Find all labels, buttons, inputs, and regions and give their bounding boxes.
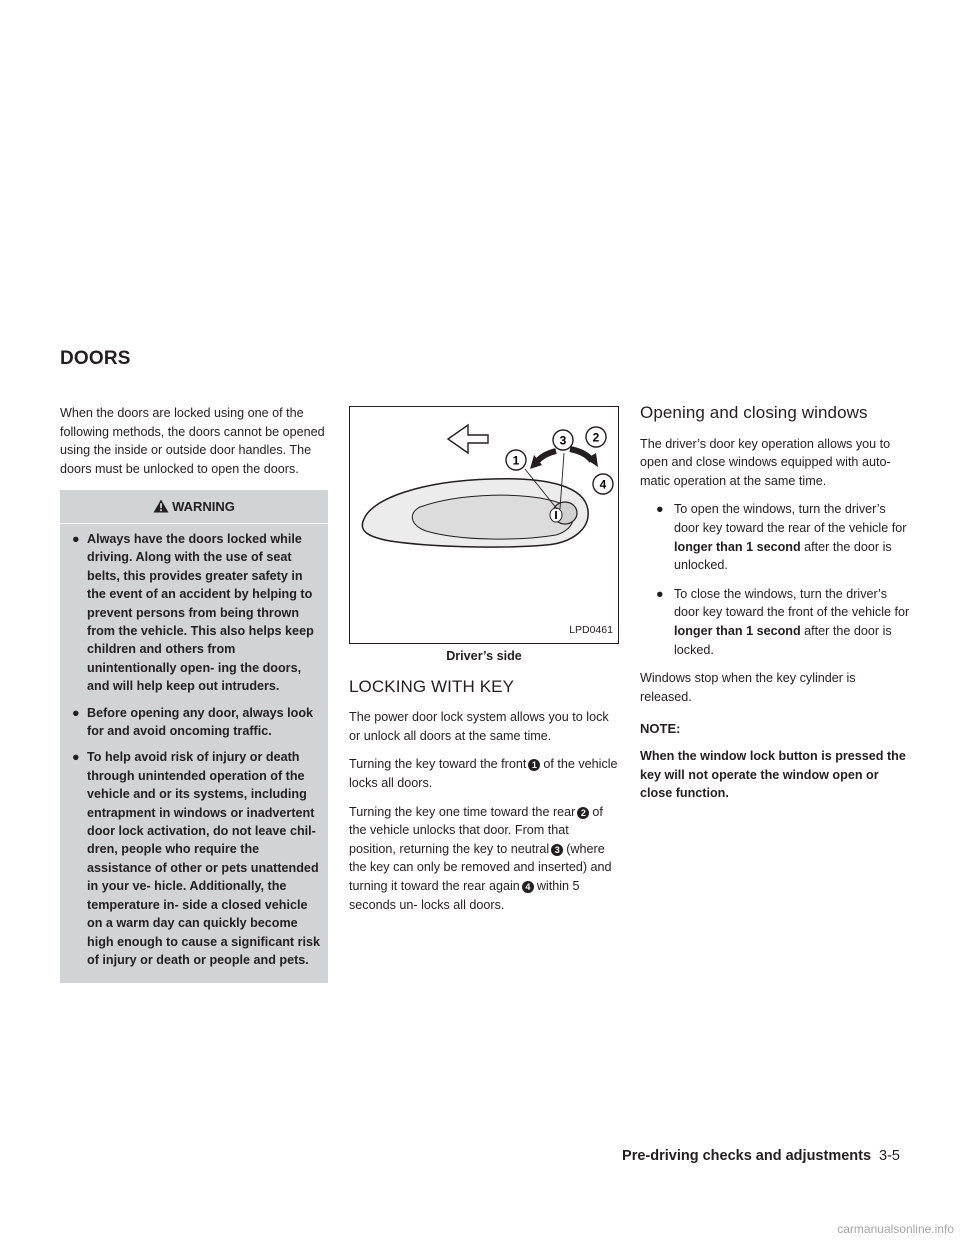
locking-title: LOCKING WITH KEY [349, 676, 515, 696]
figure-caption: Driver’s side [446, 649, 522, 663]
column-left [60, 404, 328, 983]
page-number: 3-5 [879, 1148, 900, 1164]
text-span: Turning the key toward the front [349, 757, 527, 772]
text-span: of the vehicle unlocks that door. From that position, returning the key to neutral [349, 804, 603, 856]
page-footer [622, 1148, 900, 1164]
text-span: within 5 seconds un- locks all doors. [349, 878, 580, 912]
callout-3-inline: 3 [551, 844, 563, 856]
warning-list [60, 524, 328, 969]
front-direction-arrow-icon [448, 425, 488, 453]
svg-text:1: 1 [512, 453, 520, 468]
note-label: NOTE: [640, 721, 681, 737]
svg-text:2: 2 [592, 430, 600, 445]
windows-stop-text: Windows stop when the key cylinder is released. [640, 671, 856, 704]
callout-1-inline: 1 [528, 759, 540, 771]
callout-4 [593, 474, 613, 494]
svg-text:4: 4 [599, 477, 607, 492]
list-item [656, 585, 910, 659]
arrow-1-icon [536, 451, 556, 463]
warning-item-text: Before opening any door, always look for and avoid oncoming traffic. [87, 705, 314, 739]
text-span: of the vehicle locks all doors. [349, 757, 618, 790]
bullet-icon: ● [656, 586, 664, 601]
bullet-icon: ● [72, 750, 80, 765]
text-span: (where the key can only be removed and inserted) and turning it toward the rear again [349, 841, 612, 893]
door-handle-figure [349, 406, 619, 644]
locking-paragraph-3 [349, 803, 619, 915]
chapter-title: Pre-driving checks and adjustments [622, 1148, 872, 1164]
windows-title: Opening and closing windows [640, 403, 868, 422]
locking-paragraph-1: The power door lock system allows you to lock or unlock all doors at the same time. [349, 710, 609, 743]
warning-triangle-icon [153, 499, 169, 513]
warning-item-text: To help avoid risk of injury or death through unintended operation of the vehicle and or its systems, including entrapment in windows or inadvertent door lock activation, do not leave chil- dren, people who require the assistance of other or pets unattended in your ve- hicle. Additionally, the temperature in- side a closed vehicle on a warm day can quickly become high enough to cause a significant risk of injury or death or people and pets. [87, 750, 321, 967]
windows-intro: The driver’s door key operation allows you to open and close windows equipped with auto- matic operation at the same time. [640, 436, 891, 488]
warning-item [72, 748, 322, 969]
warning-item [72, 530, 322, 696]
list-item [656, 500, 910, 574]
warning-item-text: Always have the doors locked while driving. Along with the use of seat belts, this provides greater safety in the event of an accident by helping to prevent persons from being thrown from the vehicle. This also helps keep children and others from unintentionally open- ing the doors, and will help keep out intruders. [87, 531, 314, 694]
bold-span: longer than 1 second [674, 539, 801, 554]
svg-text:3: 3 [559, 433, 567, 448]
callout-3 [553, 430, 573, 450]
callout-2 [586, 427, 606, 447]
locking-paragraph-2 [349, 755, 619, 792]
windows-bullet-list [640, 500, 910, 659]
handle-inner-recess [412, 495, 573, 539]
warning-item [72, 704, 322, 741]
bullet-icon: ● [72, 705, 80, 720]
text-span: Turning the key one time toward the rear [349, 804, 576, 819]
intro-paragraph: When the doors are locked using one of the following methods, the doors cannot be opened using the inside or outside door handles. The doors must be unlocked to open the doors. [60, 406, 325, 476]
bullet-icon: ● [72, 531, 80, 546]
figure-code: LPD0461 [569, 624, 613, 637]
bold-span: longer than 1 second [674, 623, 801, 638]
callout-4-inline: 4 [522, 881, 534, 893]
text-span: To close the windows, turn the driver’s door key toward the front of the vehicle for [674, 586, 910, 620]
note-text: When the window lock button is pressed the key will not operate the window open or close function. [640, 748, 906, 801]
warning-title: WARNING [172, 499, 235, 515]
warning-box [60, 490, 328, 983]
column-right [640, 404, 910, 813]
column-middle [349, 406, 619, 924]
watermark: carmanualsonline.info [837, 1222, 954, 1236]
bullet-icon: ● [656, 502, 664, 517]
callout-2-inline: 2 [577, 807, 589, 819]
door-handle-illustration [350, 407, 618, 643]
warning-header [60, 490, 328, 524]
text-span: To open the windows, turn the driver’s door key toward the rear of the vehicle for [674, 502, 907, 535]
text-span: after the door is locked. [674, 623, 892, 657]
callout-1 [506, 450, 526, 470]
section-title: DOORS [60, 348, 131, 369]
text-span: after the door is unlocked. [674, 539, 892, 573]
